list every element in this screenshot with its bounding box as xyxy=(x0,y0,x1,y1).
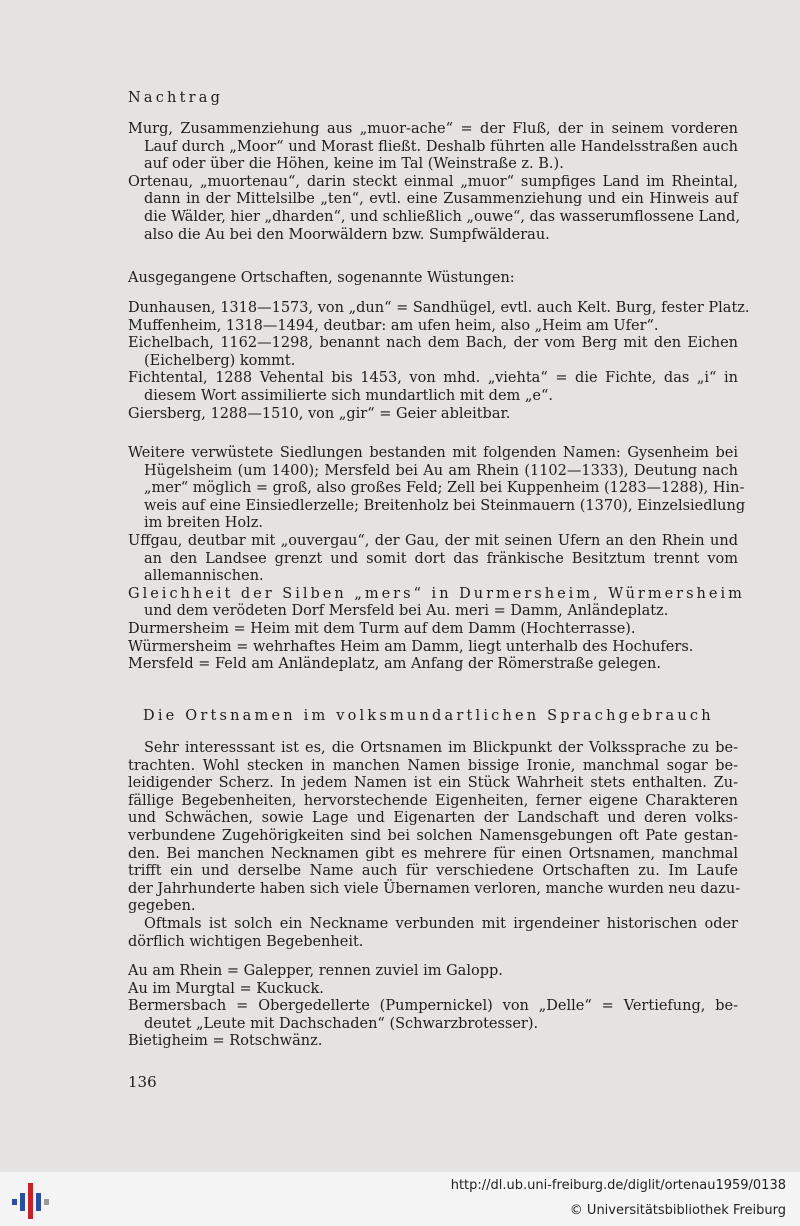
text-line: Gleichheit der Silben „mers“ in Durmersheim, Würmersheim xyxy=(128,585,745,602)
text-line: Weitere verwüstete Siedlungen bestanden mit folgenden Namen: Gysenheim bei xyxy=(128,445,738,461)
text-line: gegeben. xyxy=(128,898,196,915)
text-line: die Wälder, hier „dharden“, und schließlich „ouwe“, das wasserumflossene Land, xyxy=(144,208,741,225)
wuestungen-list xyxy=(128,300,750,423)
text-line: und Schwächen, sowie Lage und Eigenarten der Landschaft und deren volks- xyxy=(128,810,738,827)
text-line: Bermersbach = Obergedellerte (Pumpernickel) von „Delle“ = Vertiefung, be- xyxy=(128,998,738,1015)
text-line: „mer“ möglich = groß, also großes Feld; Zell bei Kuppenheim (1283—1288), Hin- xyxy=(144,480,745,497)
text-line: Hügelsheim (um 1400); Mersfeld bei Au am Rhein (1102—1333), Deutung nach xyxy=(144,462,738,479)
text-line: Giersberg, 1288—1510, von „gir“ = Geier ableitbar. xyxy=(128,405,511,422)
text-line: Würmersheim = wehrhaftes Heim am Damm, liegt unterhalb des Hochufers. xyxy=(128,638,694,655)
page-number: 136 xyxy=(128,1073,157,1091)
text-line: Ortenau, „muortenau“, darin steckt einmal „muor“ sumpfiges Land im Rheintal, xyxy=(128,173,738,190)
text-line: Murg, Zusammenziehung aus „muor-ache“ = der Fluß, der in seinem vorderen xyxy=(128,121,738,137)
text-line: trifft ein und derselbe Name auch für verschiedene Ortschaften zu. Im Laufe xyxy=(128,863,738,880)
volksmund-paragraph xyxy=(128,740,741,951)
text-line: im breiten Holz. xyxy=(144,515,264,532)
text-line: leidigender Scherz. In jedem Namen ist ein Stück Wahrheit stets enthalten. Zu- xyxy=(128,775,738,792)
text-line: Au am Rhein = Galepper, rennen zuviel im Galopp. xyxy=(128,963,503,979)
text-line: dann in der Mittelsilbe „ten“, evtl. eine Zusammenziehung und ein Hinweis auf xyxy=(144,191,738,208)
text-line: Oftmals ist solch ein Neckname verbunden mit irgendeiner historischen oder xyxy=(144,915,738,932)
text-line: Fichtental, 1288 Vehental bis 1453, von mhd. „viehta“ = die Fichte, das „i“ in xyxy=(128,370,738,387)
text-line: an den Landsee grenzt und somit dort das fränkische Besitztum trennt vom xyxy=(144,550,738,567)
text-line: Bietigheim = Rotschwänz. xyxy=(128,1033,323,1050)
volksmund-heading: Die Ortsnamen im volksmundartlichen Sprachgebrauch xyxy=(143,708,714,724)
wuestungen-heading: Ausgegangene Ortschaften, sogenannte Wüstungen: xyxy=(128,270,515,286)
text-line: Mersfeld = Feld am Anländeplatz, am Anfang der Römerstraße gelegen. xyxy=(128,656,661,673)
text-line: deutet „Leute mit Dachschaden“ (Schwarzbrotesser). xyxy=(144,1015,539,1032)
text-line: der Jahrhunderte haben sich viele Übernamen verloren, manche wurden neu dazu- xyxy=(128,880,741,897)
text-line: verbundene Zugehörigkeiten sind bei solchen Namensgebungen oft Pate gestan- xyxy=(128,827,738,844)
text-line: allemannischen. xyxy=(144,568,264,585)
text-line: weis auf eine Einsiedlerzelle; Breitenholz bei Steinmauern (1370), Einzelsiedlung xyxy=(144,497,746,514)
text-line: Muffenheim, 1318—1494, deutbar: am ufen heim, also „Heim am Ufer“. xyxy=(128,317,659,334)
ub-freiburg-logo-icon xyxy=(10,1177,50,1221)
text-line: Lauf durch „Moor“ und Morast fließt. Deshalb führten alle Handelsstraßen auch xyxy=(144,138,738,155)
text-line: Dunhausen, 1318—1573, von „dun“ = Sandhügel, evtl. auch Kelt. Burg, fester Platz. xyxy=(128,300,750,316)
nachtrag-entries xyxy=(128,121,741,244)
text-line: also die Au bei den Moorwäldern bzw. Sumpfwälderau. xyxy=(144,226,550,243)
text-line: Sehr interesssant ist es, die Ortsnamen im Blickpunkt der Volkssprache zu be- xyxy=(144,740,738,756)
copyright-notice: © Universitätsbibliothek Freiburg xyxy=(569,1203,786,1218)
text-line: und dem verödeten Dorf Mersfeld bei Au. meri = Damm, Anländeplatz. xyxy=(144,603,669,620)
text-line: diesem Wort assimilierte sich mundartlich mit dem „e“. xyxy=(144,387,554,404)
text-line: trachten. Wohl stecken in manchen Namen bissige Ironie, manchmal sogar be- xyxy=(128,757,738,774)
weitere-siedlungen xyxy=(128,445,746,674)
text-line: auf oder über die Höhen, keine im Tal (Weinstraße z. B.). xyxy=(144,156,564,173)
text-line: Au im Murgtal = Kuckuck. xyxy=(128,980,324,997)
nachtrag-heading: Nachtrag xyxy=(128,90,224,106)
text-line: den. Bei manchen Necknamen gibt es mehrere für einen Ortsnamen, manchmal xyxy=(128,845,738,862)
text-line: Durmersheim = Heim mit dem Turm auf dem Damm (Hochterrasse). xyxy=(128,620,636,637)
viewer-footer xyxy=(0,1172,800,1226)
text-line: dörflich wichtigen Begebenheit. xyxy=(128,933,364,950)
text-line: fällige Begebenheiten, hervorstechende Eigenheiten, ferner eigene Charakteren xyxy=(128,792,738,809)
necknamen-list xyxy=(128,963,738,1051)
source-url-link[interactable]: http://dl.ub.uni-freiburg.de/diglit/ortenau1959/0138 xyxy=(450,1178,786,1193)
text-line: Uffgau, deutbar mit „ouvergau“, der Gau, der mit seinen Ufern an den Rhein und xyxy=(128,532,738,549)
text-line: (Eichelberg) kommt. xyxy=(144,352,296,369)
text-line: Eichelbach, 1162—1298, benannt nach dem Bach, der vom Berg mit den Eichen xyxy=(128,335,738,352)
